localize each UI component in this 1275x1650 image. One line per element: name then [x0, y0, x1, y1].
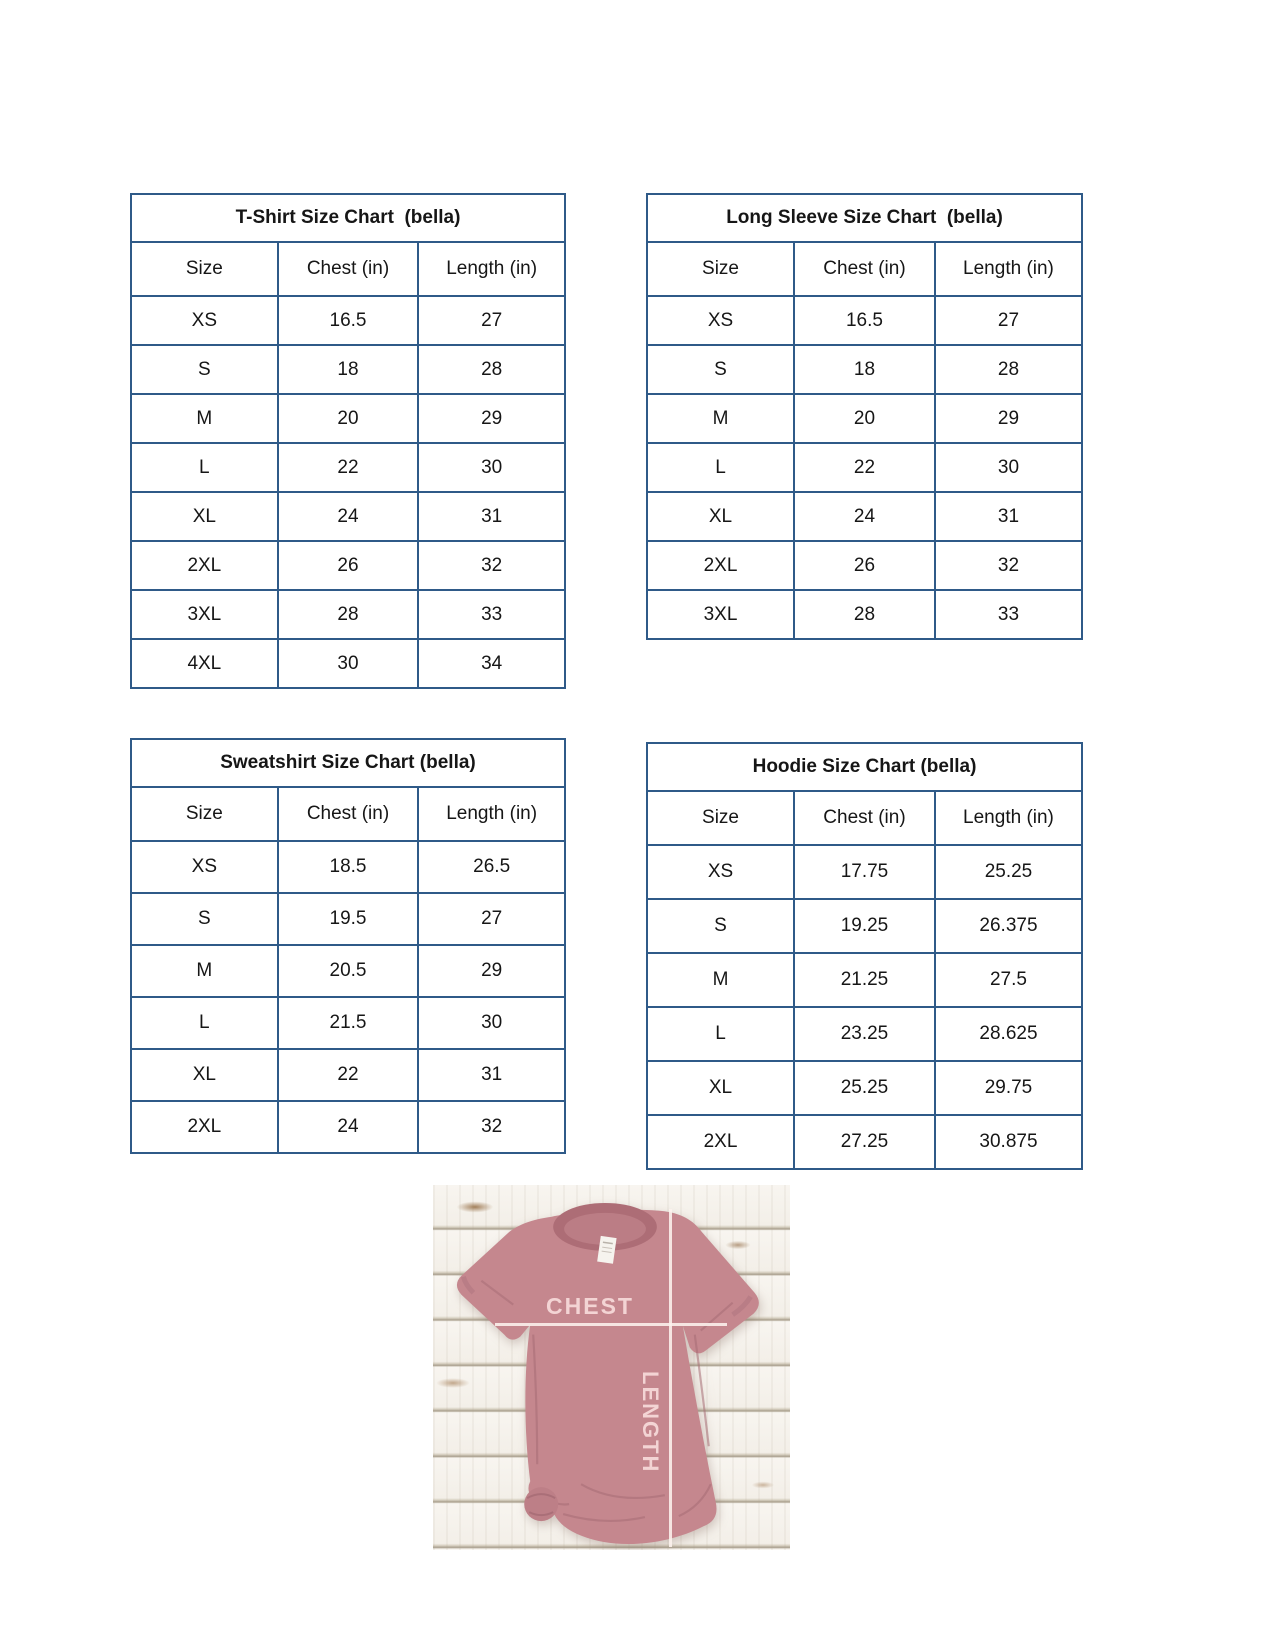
length-cell: 33 — [418, 590, 565, 639]
length-cell: 26.375 — [935, 899, 1082, 953]
column-header-length-in: Length (in) — [418, 242, 565, 296]
size-cell: M — [647, 953, 794, 1007]
chest-cell: 18 — [794, 345, 935, 394]
column-header-chest-in: Chest (in) — [794, 242, 935, 296]
size-row — [647, 296, 1082, 345]
size-row — [647, 443, 1082, 492]
chest-cell: 21.5 — [278, 997, 419, 1049]
chest-cell: 27.25 — [794, 1115, 935, 1169]
size-row — [647, 541, 1082, 590]
size-row — [647, 492, 1082, 541]
size-row — [131, 394, 565, 443]
length-cell: 28.625 — [935, 1007, 1082, 1061]
chest-cell: 24 — [794, 492, 935, 541]
column-header-chest-in: Chest (in) — [278, 787, 419, 841]
size-cell: S — [647, 899, 794, 953]
chest-cell: 20.5 — [278, 945, 419, 997]
length-cell: 31 — [935, 492, 1082, 541]
size-cell: XS — [131, 296, 278, 345]
size-row — [647, 345, 1082, 394]
chest-cell: 20 — [794, 394, 935, 443]
size-row — [131, 590, 565, 639]
size-row — [131, 1101, 565, 1153]
long-sleeve-size-chart-title: Long Sleeve Size Chart (bella) — [647, 194, 1082, 242]
size-cell: 3XL — [647, 590, 794, 639]
size-row — [131, 945, 565, 997]
column-header-size: Size — [647, 791, 794, 845]
tshirt-size-chart-title: T-Shirt Size Chart (bella) — [131, 194, 565, 242]
size-row — [647, 590, 1082, 639]
size-row — [131, 997, 565, 1049]
chest-cell: 30 — [278, 639, 419, 688]
length-cell: 29 — [418, 945, 565, 997]
length-cell: 25.25 — [935, 845, 1082, 899]
chest-cell: 18 — [278, 345, 419, 394]
size-cell: S — [131, 893, 278, 945]
length-cell: 30.875 — [935, 1115, 1082, 1169]
shirt-knot — [524, 1487, 558, 1521]
length-label: LENGTH — [638, 1371, 663, 1474]
length-cell: 27 — [418, 296, 565, 345]
size-row — [131, 492, 565, 541]
length-cell: 31 — [418, 492, 565, 541]
size-row — [131, 639, 565, 688]
length-cell: 27 — [935, 296, 1082, 345]
size-row — [131, 296, 565, 345]
chest-cell: 19.5 — [278, 893, 419, 945]
column-header-chest-in: Chest (in) — [794, 791, 935, 845]
length-cell: 32 — [418, 541, 565, 590]
tshirt-graphic — [433, 1185, 790, 1550]
table-header-row — [131, 242, 565, 296]
column-header-size: Size — [647, 242, 794, 296]
sweatshirt-size-chart-title: Sweatshirt Size Chart (bella) — [131, 739, 565, 787]
length-cell: 30 — [418, 443, 565, 492]
size-cell: S — [131, 345, 278, 394]
size-cell: XS — [647, 845, 794, 899]
chest-cell: 16.5 — [794, 296, 935, 345]
chest-cell: 23.25 — [794, 1007, 935, 1061]
size-cell: 3XL — [131, 590, 278, 639]
table-header-row — [131, 787, 565, 841]
length-cell: 27.5 — [935, 953, 1082, 1007]
chest-cell: 16.5 — [278, 296, 419, 345]
column-header-length-in: Length (in) — [935, 242, 1082, 296]
length-cell: 26.5 — [418, 841, 565, 893]
sweatshirt-size-chart-table — [130, 738, 566, 1154]
size-cell: 4XL — [131, 639, 278, 688]
tshirt-measurement-photo — [433, 1185, 790, 1550]
size-row — [131, 443, 565, 492]
chest-cell: 24 — [278, 1101, 419, 1153]
table-title-row — [647, 743, 1082, 791]
length-cell: 33 — [935, 590, 1082, 639]
chest-cell: 19.25 — [794, 899, 935, 953]
size-cell: 2XL — [131, 541, 278, 590]
chest-cell: 26 — [794, 541, 935, 590]
chest-cell: 22 — [278, 443, 419, 492]
hoodie-size-chart — [646, 742, 1083, 1170]
tshirt-size-chart-table — [130, 193, 566, 689]
size-row — [647, 394, 1082, 443]
table-header-row — [647, 791, 1082, 845]
length-cell: 30 — [418, 997, 565, 1049]
size-cell: L — [647, 1007, 794, 1061]
size-cell: L — [131, 997, 278, 1049]
column-header-length-in: Length (in) — [418, 787, 565, 841]
length-cell: 34 — [418, 639, 565, 688]
size-cell: 2XL — [131, 1101, 278, 1153]
long-sleeve-size-chart-table — [646, 193, 1083, 640]
size-cell: XL — [131, 492, 278, 541]
length-cell: 27 — [418, 893, 565, 945]
sweatshirt-size-chart — [130, 738, 566, 1154]
size-cell: 2XL — [647, 1115, 794, 1169]
column-header-size: Size — [131, 787, 278, 841]
chest-cell: 25.25 — [794, 1061, 935, 1115]
column-header-size: Size — [131, 242, 278, 296]
size-row — [647, 1115, 1082, 1169]
size-cell: XL — [647, 1061, 794, 1115]
table-title-row — [131, 194, 565, 242]
table-title-row — [647, 194, 1082, 242]
length-measure-line — [669, 1209, 672, 1547]
length-cell: 28 — [935, 345, 1082, 394]
chest-cell: 21.25 — [794, 953, 935, 1007]
column-header-chest-in: Chest (in) — [278, 242, 419, 296]
size-cell: M — [131, 945, 278, 997]
chest-cell: 28 — [794, 590, 935, 639]
chest-cell: 22 — [278, 1049, 419, 1101]
length-cell: 29.75 — [935, 1061, 1082, 1115]
hoodie-size-chart-title: Hoodie Size Chart (bella) — [647, 743, 1082, 791]
length-cell: 31 — [418, 1049, 565, 1101]
size-cell: M — [131, 394, 278, 443]
size-cell: L — [647, 443, 794, 492]
hoodie-size-chart-table — [646, 742, 1083, 1170]
chest-measure-line — [495, 1323, 727, 1326]
size-cell: 2XL — [647, 541, 794, 590]
size-row — [131, 893, 565, 945]
length-cell: 28 — [418, 345, 565, 394]
chest-cell: 20 — [278, 394, 419, 443]
long-sleeve-size-chart — [646, 193, 1083, 640]
chest-cell: 22 — [794, 443, 935, 492]
column-header-length-in: Length (in) — [935, 791, 1082, 845]
size-cell: XL — [131, 1049, 278, 1101]
length-cell: 32 — [418, 1101, 565, 1153]
length-cell: 29 — [418, 394, 565, 443]
size-row — [647, 1007, 1082, 1061]
length-cell: 32 — [935, 541, 1082, 590]
size-row — [131, 345, 565, 394]
size-row — [131, 1049, 565, 1101]
chest-label: CHEST — [546, 1293, 634, 1319]
size-row — [647, 953, 1082, 1007]
table-title-row — [131, 739, 565, 787]
size-cell: S — [647, 345, 794, 394]
size-row — [647, 899, 1082, 953]
chest-cell: 24 — [278, 492, 419, 541]
table-header-row — [647, 242, 1082, 296]
size-cell: XS — [131, 841, 278, 893]
length-cell: 29 — [935, 394, 1082, 443]
chest-cell: 18.5 — [278, 841, 419, 893]
size-cell: XS — [647, 296, 794, 345]
chest-cell: 17.75 — [794, 845, 935, 899]
size-row — [131, 541, 565, 590]
size-cell: M — [647, 394, 794, 443]
size-row — [647, 1061, 1082, 1115]
size-cell: L — [131, 443, 278, 492]
size-row — [131, 841, 565, 893]
chest-cell: 26 — [278, 541, 419, 590]
chest-cell: 28 — [278, 590, 419, 639]
tshirt-size-chart — [130, 193, 566, 689]
length-cell: 30 — [935, 443, 1082, 492]
size-row — [647, 845, 1082, 899]
size-cell: XL — [647, 492, 794, 541]
